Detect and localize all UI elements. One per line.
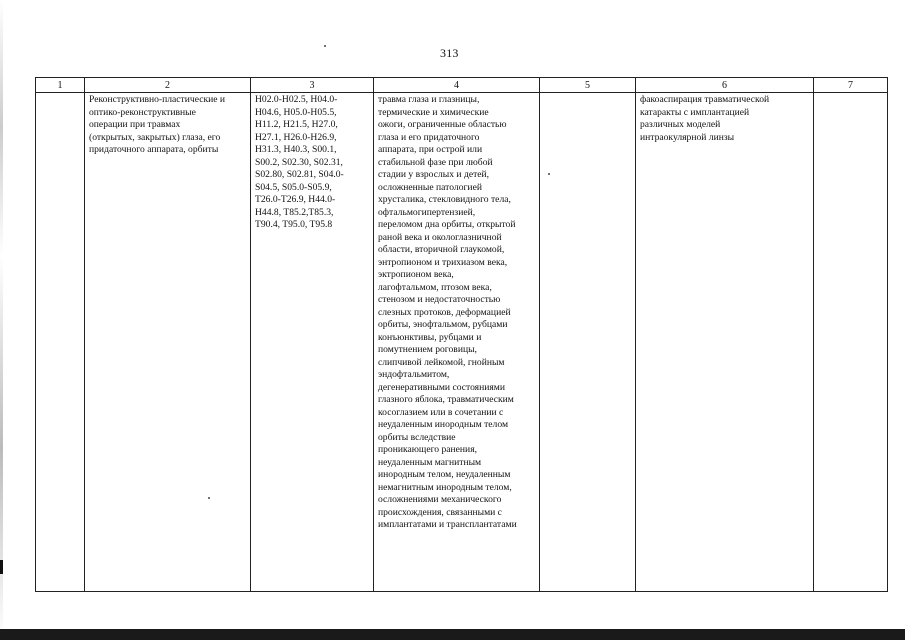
procedure-group-text: Реконструктивно-пластические и оптико-реконструктивные операции при травмах (открытых, закрытых) глаза, его придаточного аппарата, орбиты — [89, 94, 226, 155]
scan-speck — [324, 45, 326, 47]
cell-procedure-group — [85, 93, 251, 592]
page-number: 313 — [440, 46, 459, 60]
cell-diagnosis — [374, 93, 540, 592]
scan-edge-mark — [0, 560, 3, 574]
diagnosis-text: травма глаза и глазницы, термические и химические ожоги, ограниченные областью глаза и его придаточного аппарата, при острой или стабильной фазе при любой стадии у взрослых и детей, осложненные патологией хрусталика, стекловидного тела, офтальмогипертензией, переломом дна орбиты, открытой раной века и окологлазничной области, вторичной глаукомой, энтропионом и трихиазом века, эктропионом века, лагофтальмом, птозом века, стенозом и недостаточностью слезных протоков, деформацией орбиты, энофтальмом, рубцами конъюнктивы, рубцами и помутнением роговицы, слипчивой лейкомой, гнойным эндофтальмитом, дегенеративными состояниями глазного яблока, травматическим косоглазием или в сочетании с неудаленным инородным телом орбиты вследствие проникающего ранения, неудаленным магнитным инородным телом, неудаленным немагнитным инородным телом, осложнениями механического происхождения, связанными с имплантатами и трансплантатами — [378, 94, 517, 530]
column-header-3: 3 — [251, 78, 374, 93]
column-header-4: 4 — [374, 78, 540, 93]
column-header-1: 1 — [36, 78, 85, 93]
scan-left-edge — [0, 0, 3, 640]
cell-col7 — [814, 93, 888, 592]
column-header-5: 5 — [540, 78, 636, 93]
cell-col1 — [36, 93, 85, 592]
table-header-row — [36, 78, 888, 93]
treatment-method-text: факоаспирация травматической катаракты с имплантацией различных моделей интраокулярной линзы — [640, 94, 770, 143]
column-header-2: 2 — [85, 78, 251, 93]
scan-bottom-bar — [0, 629, 905, 640]
procedures-table — [35, 77, 888, 592]
column-header-6: 6 — [636, 78, 814, 93]
cell-icd-codes — [251, 93, 374, 592]
cell-treatment-method — [636, 93, 814, 592]
table-row — [36, 93, 888, 592]
icd-codes-text: H02.0-H02.5, H04.0- H04.6, H05.0-H05.5, H11.2, H21.5, H27.0, H27.1, H26.0-H26.9, H31.3, H40.3, S00.1, S00.2, S02.30, S02.31, S02.80, S02.81, S04.0- S04.5, S05.0-S05.9, T26.0-T26.9, H44.0- H44.8, T85.2,T85.3, T90.4, T95.0, T95.8 — [255, 94, 344, 230]
column-header-7: 7 — [814, 78, 888, 93]
cell-col5 — [540, 93, 636, 592]
